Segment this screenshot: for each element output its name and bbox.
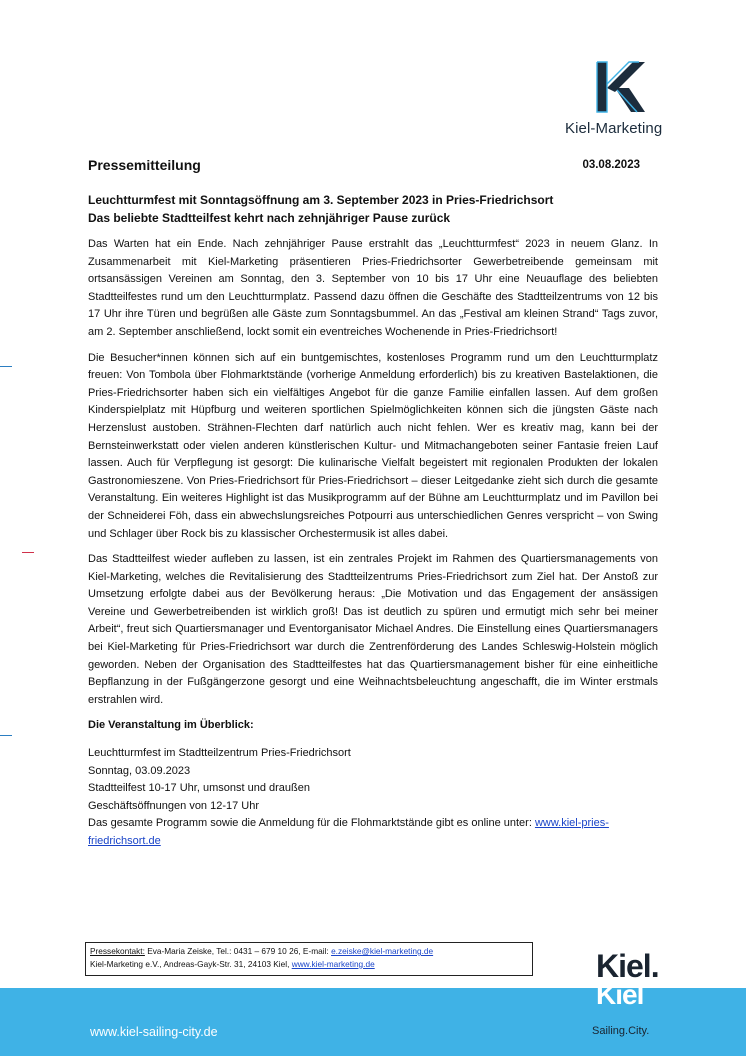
overview-line-4: Geschäftsöffnungen von 12-17 Uhr: [88, 799, 260, 812]
headline-line-2: Das beliebte Stadtteilfest kehrt nach zehnjähriger Pause zurück: [88, 211, 451, 225]
program-text: Das gesamte Programm sowie die Anmeldung für die Flohmarktstände gibt es online unter:: [88, 817, 535, 830]
footer-url: www.kiel-sailing-city.de: [90, 1025, 218, 1039]
brand-kiel-white: Kiel: [596, 979, 644, 1010]
footer-slogan: Sailing.City.: [592, 1025, 650, 1037]
fold-mark-top: [0, 366, 12, 367]
kiel-marketing-logo: [565, 58, 677, 137]
overview-program-line: [88, 815, 658, 850]
program-link[interactable]: www.kiel-pries-friedrichsort.de: [88, 817, 609, 847]
paragraph-3: Das Stadtteilfest wieder aufleben zu lassen, ist ein zentrales Projekt im Rahmen des Quartiersmanagements von Kiel-Marketing, welches die Revitalisierung des Stadtteilzentrums Pries-Friedrichsort zum Ziel hat. Der Anstoß zur Umsetzung erfolgte dabei aus der Bevölkerung heraus: „Die Motivation und das Engagement der ansässigen Vereine und Gewerbetreibenden ist wirklich groß! Das ist deutlich zu spüren und ermutigt mich sehr bei meiner Arbeit“, freut sich Quartiersmanager und Eventorganisator Michael Andres. Die Einstellung eines Quartiersmanagers bei Kiel-Marketing für Pries-Friedrichsort war durch die Zentrenförderung des Landes Schleswig-Holstein möglich geworden. Neben der Organisation des Stadtteilfestes hat das Quartiersmanagement bisher für eine einheitliche Bepflanzung in der Fußgängerzone gesorgt und eine Weihnachtsbeleuchtung angeschafft, die im Winter erstmals erstrahlen wird.: [88, 553, 658, 706]
contact-address: Kiel-Marketing e.V., Andreas-Gayk-Str. 31, 24103 Kiel,: [90, 959, 292, 969]
kiel-marketing-k-icon: [593, 58, 647, 114]
article-body: [88, 236, 658, 851]
contact-label: Pressekontakt:: [90, 946, 145, 956]
paragraph-2: Die Besucher*innen können sich auf ein buntgemischtes, kostenloses Programm rund um den Leuchtturmplatz freuen: Von Tombola über Flohmarktstände (vorherige Anmeldung erforderlich) bis zu kreativen Bastelaktionen, die Pries-Friedrichsorter haben sich ein vielfältiges Angebot für die ganze Familie einfallen lassen. Auf dem großen Kinderspielplatz mit Hüpfburg und weiteren sportlichen Spielmöglichkeiten können sich die jüngsten Gäste nach Herzenslust austoben. Strähnen-Flechten darf natürlich auch nicht fehlen. Wer es kreativ mag, kann bei der Bernsteinwerkstatt oder vielen anderen künstlerischen Kultur- und Mitmachangeboten seiner Fantasie freien Lauf lassen. Auch für Verpflegung ist gesorgt: Die kulinarische Vielfalt begeistert mit regionalen Produkten der lokalen Gastronomieszene. Von Pries-Friedrichsort für Pries-Friedrichsort – dieser Leitgedanke zieht sich durch die gesamte Veranstaltung. Ein weiteres Highlight ist das Musikprogramm auf der Bühne am Leuchtturmplatz und im Pavillon bei der Schneiderei Föh, dass ein abwechslungsreiches Potpourri aus unterschiedlichen Genres verspricht – von Swing und Schlager über Rock bis zu klassischer Orchestermusik ist alles dabei.: [88, 351, 658, 540]
headline-line-1: Leuchtturmfest mit Sonntagsöffnung am 3. September 2023 in Pries-Friedrichsort: [88, 193, 554, 207]
kiel-sailing-city-logo: [596, 948, 676, 1010]
paragraph-1: Das Warten hat ein Ende. Nach zehnjähriger Pause erstrahlt das „Leuchtturmfest“ 2023 in neuem Glanz. In Zusammenarbeit mit Kiel-Marketing präsentieren Pries-Friedrichsorter Gewerbetreibende gemeinsam mit ortsansässigen Vereinen am Sonntag, den 3. September von 10 bis 17 Uhr eine Neuauflage des beliebten Stadtteilfestes rund um den Leuchtturmplatz. Passend dazu öffnen die Geschäfte des Stadtteilzentrums von 12 bis 17 Uhr ihre Türen und begrüßen alle Gäste zum Sonntagsbummel. An das „Festival am kleinen Strand“ Tags zuvor, am 2. September anschließend, lockt somit ein eventreiches Wochenende in Pries-Friedrichsort!: [88, 238, 658, 338]
logo-wordmark: Kiel-Marketing: [565, 120, 663, 137]
contact-line-1: [90, 945, 528, 958]
contact-line-2: [90, 958, 528, 971]
contact-person: Eva-Maria Zeiske, Tel.: 0431 – 679 10 26, E-mail:: [144, 946, 332, 956]
brand-kiel-dark: Kiel.: [596, 948, 659, 984]
fold-mark-bottom: [0, 735, 12, 736]
press-header: [88, 157, 640, 177]
press-release-date: 03.08.2023: [582, 159, 640, 171]
overview-heading: Die Veranstaltung im Überblick:: [88, 719, 254, 732]
press-release-title: Pressemitteilung: [88, 157, 201, 173]
overview-list: [88, 745, 658, 851]
contact-website-link[interactable]: www.kiel-marketing.de: [291, 959, 375, 969]
overview-line-2: Sonntag, 03.09.2023: [88, 764, 191, 777]
headline: [88, 191, 658, 227]
overview-line-1: Leuchtturmfest im Stadtteilzentrum Pries-Friedrichsort: [88, 747, 351, 760]
overview-line-3: Stadtteilfest 10-17 Uhr, umsonst und draußen: [88, 782, 310, 795]
press-contact-box: [85, 942, 533, 976]
contact-email-link[interactable]: e.zeiske@kiel-marketing.de: [331, 946, 434, 956]
fold-mark-middle: [22, 552, 34, 553]
